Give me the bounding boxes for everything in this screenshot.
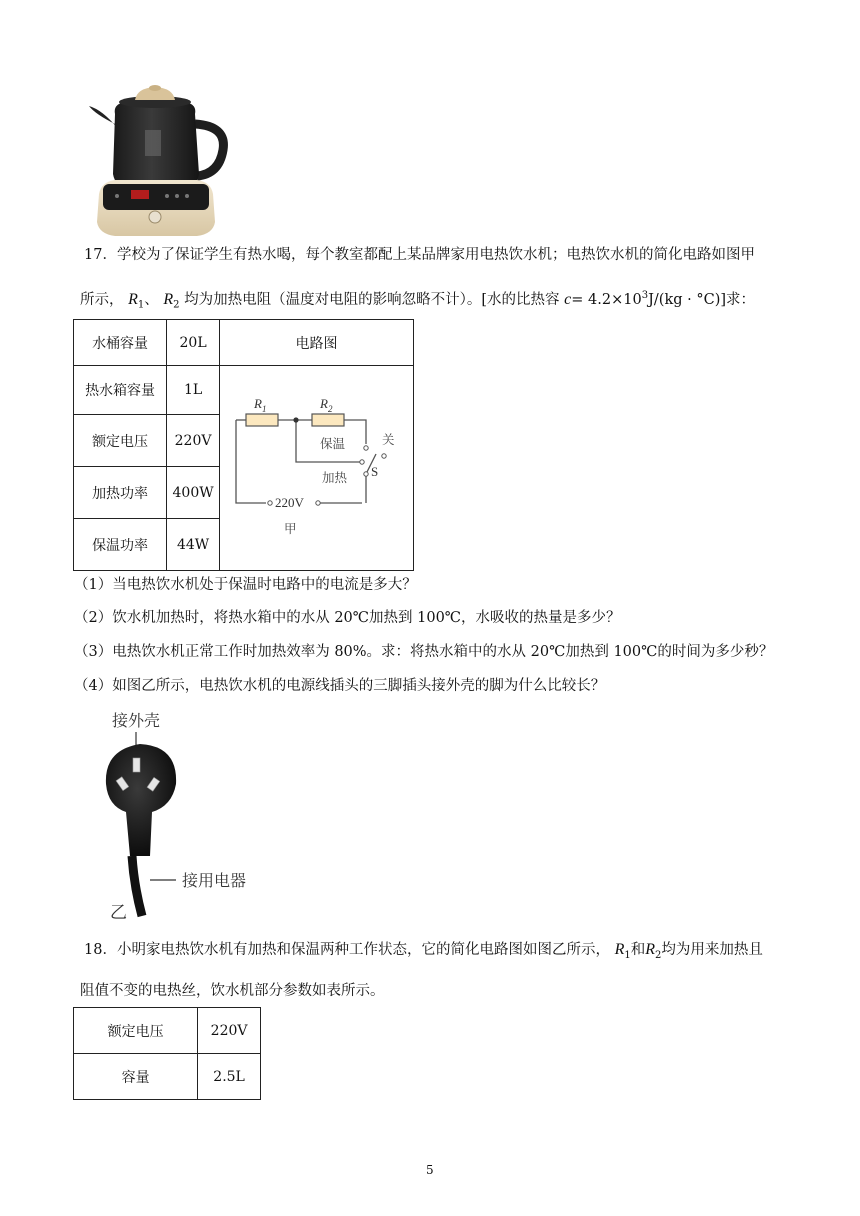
table-cell-value: 400W — [167, 467, 220, 519]
table-cell-value: 220V — [167, 415, 220, 467]
q17-number: 17． — [84, 247, 117, 263]
circuit-switch-label: S — [371, 464, 379, 479]
q17-question-2: （2）饮水机加热时，将热水箱中的水从 20℃加热到 100℃，水吸收的热量是多少？ — [74, 610, 621, 626]
q18-number: 18． — [84, 942, 117, 958]
q17-question-1: （1）当电热饮水机处于保温时电路中的电流是多大？ — [74, 577, 417, 593]
circuit-voltage-label: 220V — [275, 495, 304, 510]
q18-line-1: 18．小明家电热饮水机有加热和保温两种工作状态，它的简化电路图如图乙所示， $R_1$和$R_2$均为用来加热且 — [84, 941, 763, 961]
table-cell-label: 加热功率 — [74, 467, 167, 519]
page-number: 5 — [426, 1163, 434, 1177]
circuit-diagram-jia — [220, 368, 412, 568]
table-cell-label: 容量 — [74, 1054, 198, 1100]
table-cell-value: 20L — [167, 320, 220, 366]
table-cell-label: 热水箱容量 — [74, 366, 167, 415]
circuit-cell — [220, 366, 414, 571]
table-cell-label: 保温功率 — [74, 519, 167, 571]
table-cell-label: 水桶容量 — [74, 320, 167, 366]
kettle-photo — [85, 84, 230, 240]
q17-line-1: 17．学校为了保证学生有热水喝，每个教室都配上某品牌家用电热饮水机；电热饮水机的简化电路如图甲 — [84, 247, 755, 263]
table-cell-value: 2.5L — [198, 1054, 261, 1100]
circuit-caption: 甲 — [284, 521, 297, 536]
q17-line-2: 所示， $R_1$、 $R_2$ 均为加热电阻（温度对电阻的影响忽略不计）。[水的比热容 $c= 4.2\times 10^3J/(kg \cdot ^\circ C)$]求： — [80, 290, 756, 311]
table-header-diagram: 电路图 — [220, 320, 414, 366]
plug-appliance-label: 接用电器 — [182, 871, 247, 890]
plug-ground-label: 接外壳 — [112, 711, 161, 730]
q17-question-4: （4）如图乙所示，电热饮水机的电源线插头的三脚插头接外壳的脚为什么比较长？ — [74, 678, 606, 694]
q18-line-2: 阻值不变的电热丝，饮水机部分参数如表所示。 — [80, 983, 385, 999]
table-cell-value: 44W — [167, 519, 220, 571]
plug-caption: 乙 — [110, 903, 127, 923]
table-cell-label: 额定电压 — [74, 1008, 198, 1054]
table-cell-value: 1L — [167, 366, 220, 415]
table-cell-value: 220V — [198, 1008, 261, 1054]
q17-table — [73, 319, 414, 571]
q17-question-3: （3）电热饮水机正常工作时加热效率为 80%。求：将热水箱中的水从 20℃加热到 100℃的时间为多少秒？ — [74, 644, 774, 660]
q18-table — [73, 1007, 261, 1100]
circuit-off-label: 关 — [382, 432, 395, 447]
circuit-keep-warm-label: 保温 — [320, 436, 346, 451]
circuit-r2-label: $R_2$ — [320, 396, 333, 414]
plug-figure-yi — [92, 706, 272, 924]
table-cell-label: 额定电压 — [74, 415, 167, 467]
circuit-heat-label: 加热 — [322, 470, 348, 485]
circuit-r1-label: $R_1$ — [254, 396, 267, 414]
